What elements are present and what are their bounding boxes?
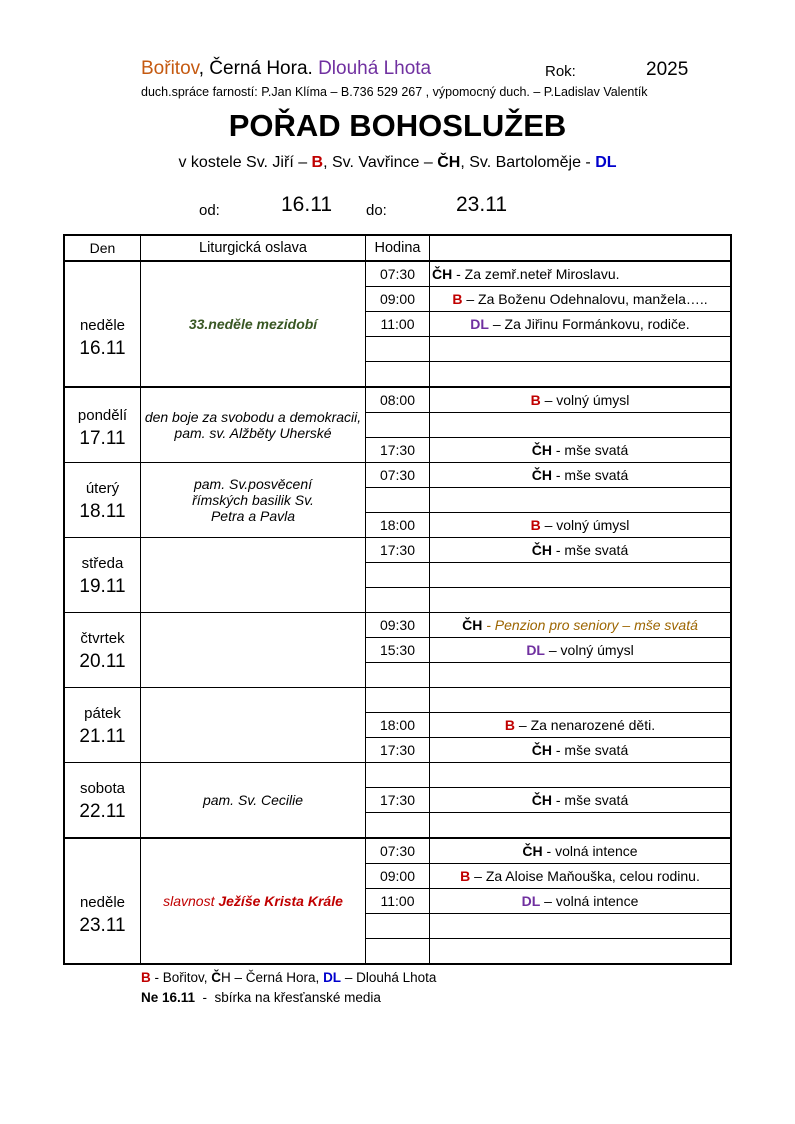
header-intention: [430, 235, 732, 261]
day-cell: středa 19.11: [64, 538, 141, 613]
table-row: 11:00 DL – Za Jiřinu Formánkovu, rodiče.: [64, 312, 731, 337]
page-title: POŘAD BOHOSLUŽEB: [228, 108, 567, 143]
intention-cell: ČH - Penzion pro seniory – mše svatá: [430, 613, 732, 638]
table-row: [64, 688, 731, 713]
subtitle: v kostele Sv. Jiří – B, Sv. Vavřince – ČH, Sv. Bartoloměje - DL: [178, 154, 617, 171]
intention-cell: ČH - mše svatá: [430, 538, 732, 563]
intention-cell: ČH - mše svatá: [430, 438, 732, 463]
from-value: 16.11: [281, 193, 332, 216]
intention-cell: ČH - mše svatá: [430, 738, 732, 763]
intention-cell: ČH - mše svatá: [430, 463, 732, 488]
day-cell: neděle 23.11: [64, 838, 141, 964]
liturgy-cell: pam. Sv.posvěcení římských basilik Sv. Petra a Pavla: [141, 463, 366, 538]
intention-cell: DL – Za Jiřinu Formánkovu, rodiče.: [430, 312, 732, 337]
header-liturgy: Liturgická oslava: [141, 235, 366, 261]
intention-cell: B – volný úmysl: [430, 513, 732, 538]
intention-cell: ČH - mše svatá: [430, 788, 732, 813]
intention-cell: B – Za Aloise Maňouška, celou rodinu.: [430, 864, 732, 889]
intention-cell: B – Za Boženu Odehnalovu, manžela…..: [430, 287, 732, 312]
table-row: 17:30 ČH - mše svatá: [64, 738, 731, 763]
intention-cell: ČH - Za zemř.neteř Miroslavu.: [430, 261, 732, 287]
table-row: 18:00 B – Za nenarozené děti.: [64, 713, 731, 738]
from-label: od:: [199, 202, 220, 219]
parish-boritov: Bořitov: [141, 58, 199, 79]
table-row: 17:30 ČH - mše svatá: [64, 788, 731, 813]
table-row: pondělí 17.11 den boje za svobodu a demokracii, pam. sv. Alžběty Uherské 08:00 B – volný úmysl: [64, 387, 731, 413]
parish-cerna-hora: Černá Hora.: [209, 58, 313, 79]
day-cell: úterý 18.11: [64, 463, 141, 538]
table-row: čtvrtek 20.11 09:30 ČH - Penzion pro seniory – mše svatá: [64, 613, 731, 638]
table-row: středa 19.11 17:30 ČH - mše svatá: [64, 538, 731, 563]
table-row: 09:00 B – Za Boženu Odehnalovu, manžela…..: [64, 287, 731, 312]
legend: B - Bořitov, ČH – Černá Hora, DL – Dlouhá Lhota: [141, 970, 437, 985]
intention-cell: DL – volný úmysl: [430, 638, 732, 663]
liturgy-cell: [141, 613, 366, 688]
liturgy-cell: [141, 538, 366, 613]
table-row: neděle 16.11 33.neděle mezidobí 07:30 ČH - Za zemř.neteř Miroslavu.: [64, 261, 731, 287]
parish-dlouha-lhota: Dlouhá Lhota: [318, 58, 432, 79]
table-row: úterý 18.11 pam. Sv.posvěcení římských basilik Sv. Petra a Pavla 07:30 ČH - mše svatá: [64, 463, 731, 488]
to-label: do:: [366, 202, 387, 219]
year-value: 2025: [646, 59, 689, 80]
day-cell: čtvrtek 20.11: [64, 613, 141, 688]
parish-names: Bořitov, Černá Hora. Dlouhá Lhota: [141, 58, 432, 79]
day-cell: pondělí 17.11: [64, 387, 141, 463]
day-cell: neděle 16.11: [64, 261, 141, 387]
collection-note: Ne 16.11 - sbírka na křesťanské media: [141, 990, 381, 1005]
day-cell: sobota 22.11: [64, 763, 141, 839]
year-label: Rok:: [545, 63, 576, 80]
intention-cell: B – volný úmysl: [430, 387, 732, 413]
liturgy-cell: slavnost Ježíše Krista Krále: [141, 838, 366, 964]
table-row: 11:00 DL – volná intence: [64, 889, 731, 914]
header-hour: Hodina: [366, 235, 430, 261]
header-den: Den: [64, 235, 141, 261]
intention-cell: ČH - volná intence: [430, 838, 732, 864]
table-row: neděle 23.11 slavnost Ježíše Krista Krále 07:30 ČH - volná intence: [64, 838, 731, 864]
liturgy-cell: [141, 688, 366, 763]
day-cell: pátek 21.11: [64, 688, 141, 763]
intention-cell: B – Za nenarozené děti.: [430, 713, 732, 738]
clergy-line: duch.spráce farností: P.Jan Klíma – B.736 529 267 , výpomocný duch. – P.Ladislav Valentík: [141, 85, 648, 99]
liturgy-cell: den boje za svobodu a demokracii, pam. sv. Alžběty Uherské: [141, 387, 366, 463]
liturgy-cell: 33.neděle mezidobí: [141, 261, 366, 387]
table-row: [64, 763, 731, 788]
table-row: 09:00 B – Za Aloise Maňouška, celou rodinu.: [64, 864, 731, 889]
to-value: 23.11: [456, 193, 507, 216]
table-row: 15:30 DL – volný úmysl: [64, 638, 731, 663]
table-row: 18:00 B – volný úmysl: [64, 513, 731, 538]
table-row: 17:30 ČH - mše svatá: [64, 438, 731, 463]
schedule-table: [63, 234, 732, 965]
liturgy-cell: pam. Sv. Cecilie: [141, 763, 366, 839]
intention-cell: DL – volná intence: [430, 889, 732, 914]
table-header-row: [64, 235, 731, 261]
